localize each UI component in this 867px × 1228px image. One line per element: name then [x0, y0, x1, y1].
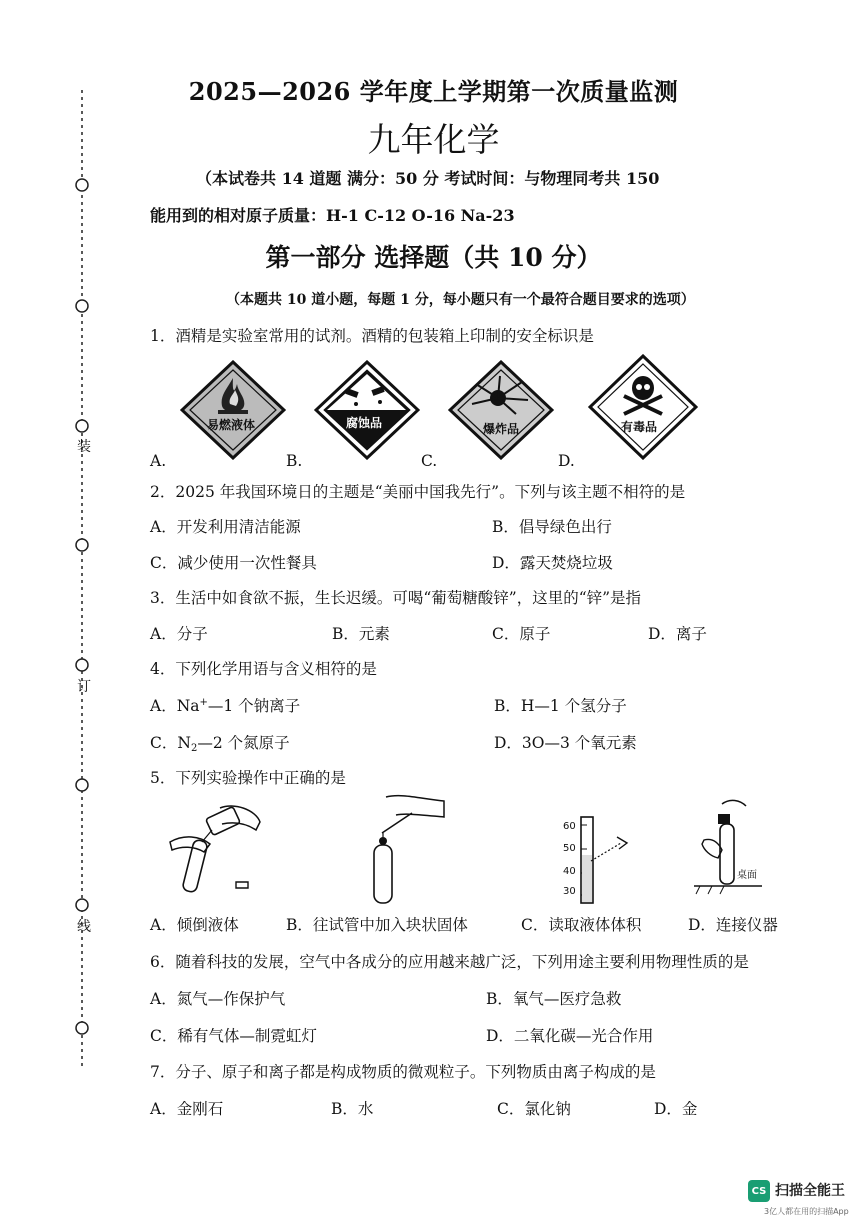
q7-option-b[interactable]: B．水	[331, 1100, 374, 1118]
subject-title: 九年化学	[367, 120, 500, 159]
q3-stem: 3．生活中如食欲不振，生长迟缓。可喝“葡萄糖酸锌”，这里的“锌”是指	[150, 589, 642, 607]
binding-label-zhuang: 装	[77, 439, 91, 455]
q4-a-prefix: A．Na	[150, 697, 200, 715]
camscanner-logo	[748, 1180, 770, 1202]
q6-option-a[interactable]: A．氮气—作保护气	[150, 990, 286, 1008]
explosive-sign	[448, 360, 554, 460]
q1-option-d[interactable]: D.	[558, 452, 575, 470]
q3-option-a[interactable]: A．分子	[150, 625, 208, 643]
sign-label-flammable: 易燃液体	[207, 418, 256, 432]
exam-info: （本试卷共 14 道题 满分：50 分 考试时间：与物理同考共 150	[196, 169, 660, 188]
cylinder-tick-50: 50	[563, 843, 576, 854]
q4-a-charge: +	[199, 697, 208, 708]
q6-option-d[interactable]: D．二氧化碳—光合作用	[486, 1027, 654, 1045]
q5-option-b[interactable]: B．往试管中加入块状固体	[286, 916, 468, 934]
sign-label-toxic: 有毒品	[621, 420, 658, 434]
adding-solid-illustration	[362, 793, 452, 908]
q6-stem: 6．随着科技的发展，空气中各成分的应用越来越广泛，下列用途主要利用物理性质的是	[150, 953, 749, 971]
camscanner-slogan: 3亿人都在用的扫描App	[764, 1207, 849, 1216]
q5-option-a[interactable]: A．倾倒液体	[150, 916, 239, 934]
q6-option-b[interactable]: B．氧气—医疗急救	[486, 990, 622, 1008]
q7-option-d[interactable]: D．金	[654, 1100, 698, 1118]
connecting-apparatus-illustration	[692, 798, 772, 898]
desk-label: 桌面	[737, 870, 757, 881]
part1-note: （本题共 10 道小题，每题 1 分，每小题只有一个最符合题目要求的选项）	[226, 292, 695, 308]
camscanner-logo-icon: CS	[748, 1180, 770, 1202]
q4-a-meaning: —1 个钠离子	[207, 697, 301, 715]
part1-title: 第一部分 选择题（共 10 分）	[265, 243, 602, 272]
q1-stem: 1．酒精是实验室常用的试剂。酒精的包装箱上印制的安全标识是	[150, 327, 594, 345]
q1-option-b[interactable]: B.	[286, 452, 303, 470]
q1-option-c[interactable]: C.	[421, 452, 438, 470]
q4-c-meaning: —2 个氮原子	[197, 734, 290, 752]
q7-stem: 7．分子、原子和离子都是构成物质的微观粒子。下列物质由离子构成的是	[150, 1063, 656, 1081]
q1-option-a[interactable]: A.	[150, 452, 167, 470]
binding-label-xian: 线	[77, 919, 91, 935]
q4-c-subscript: 2	[190, 743, 198, 754]
sign-label-explosive: 爆炸品	[483, 422, 520, 436]
cylinder-tick-30: 30	[563, 886, 576, 897]
atomic-mass-line: 能用到的相对原子质量：H-1 C-12 O-16 Na-23	[150, 206, 515, 225]
pouring-liquid-illustration	[164, 800, 264, 900]
binding-margin	[0, 60, 100, 1160]
q3-option-b[interactable]: B．元素	[332, 625, 390, 643]
q4-option-b[interactable]: B．H—1 个氢分子	[494, 697, 627, 715]
binding-label-ding: 订	[77, 679, 91, 695]
toxic-sign	[588, 354, 698, 460]
flammable-liquid-sign	[180, 360, 286, 460]
q5-stem: 5．下列实验操作中正确的是	[150, 769, 346, 787]
q6-option-c[interactable]: C．稀有气体—制霓虹灯	[150, 1027, 317, 1045]
cylinder-tick-40: 40	[563, 866, 576, 877]
q2-option-a[interactable]: A．开发利用清洁能源	[150, 518, 301, 536]
sign-label-corrosive: 腐蚀品	[346, 416, 383, 430]
q5-option-c[interactable]: C．读取液体体积	[521, 916, 642, 934]
cylinder-tick-60: 60	[563, 821, 576, 832]
q5-option-d[interactable]: D．连接仪器	[688, 916, 778, 934]
exam-title: 2025—2026 学年度上学期第一次质量监测	[188, 77, 679, 106]
q7-option-a[interactable]: A．金刚石	[150, 1100, 224, 1118]
q2-option-d[interactable]: D．露天焚烧垃圾	[492, 554, 613, 572]
corrosive-sign	[314, 360, 420, 460]
q3-option-c[interactable]: C．原子	[492, 625, 551, 643]
q3-option-d[interactable]: D．离子	[648, 625, 707, 643]
q4-option-c[interactable]	[150, 731, 290, 754]
q2-option-c[interactable]: C．减少使用一次性餐具	[150, 554, 317, 572]
camscanner-brand: 扫描全能王	[775, 1183, 845, 1199]
q4-option-a[interactable]	[150, 694, 300, 716]
q4-option-d[interactable]: D．3O—3 个氧元素	[494, 734, 637, 752]
q7-option-c[interactable]: C．氯化钠	[497, 1100, 571, 1118]
q2-stem: 2．2025 年我国环境日的主题是“美丽中国我先行”。下列与该主题不相符的是	[150, 483, 686, 501]
q4-c-prefix: C．N	[150, 734, 191, 752]
q2-option-b[interactable]: B．倡导绿色出行	[492, 518, 612, 536]
q4-stem: 4．下列化学用语与含义相符的是	[150, 660, 377, 678]
